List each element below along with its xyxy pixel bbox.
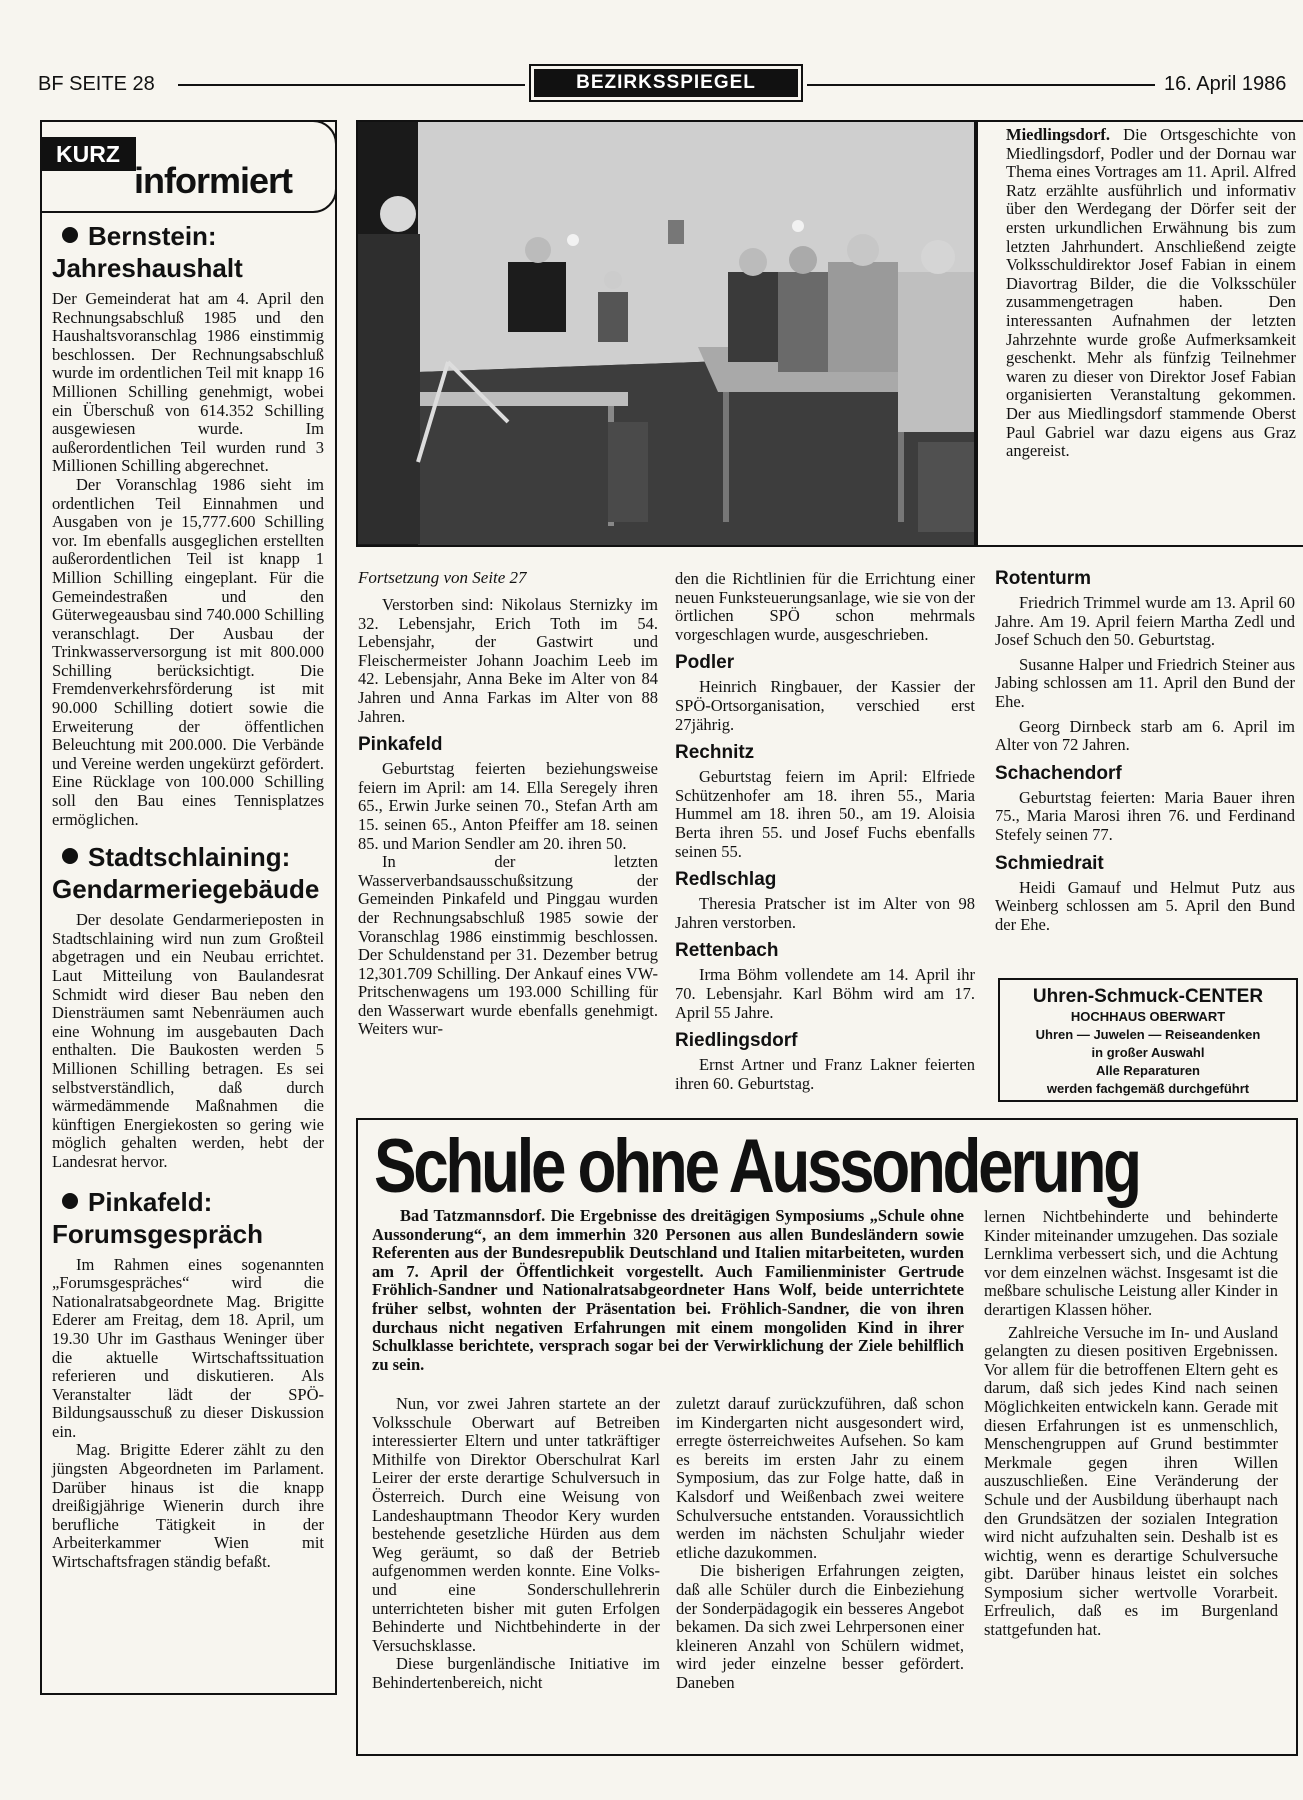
news-heading-rotenturm: Rotenturm	[995, 568, 1092, 589]
news-heading-pinkafeld: Pinkafeld	[358, 734, 443, 756]
item-title	[52, 1186, 324, 1250]
news-column-1	[358, 568, 658, 1039]
kurz-column	[52, 220, 324, 1572]
item-title	[52, 220, 324, 284]
ad-line: Uhren — Juwelen — Reiseandenken	[1035, 1027, 1261, 1042]
article-lead	[372, 1207, 964, 1374]
news-paragraph: Friedrich Trimmel wurde am 13. April 60 Jahre. Am 19. April feiern Martha Zedl und Josef Schuch den 50. Geburtstag.	[995, 593, 1295, 650]
item-title-text: Bernstein: Jahreshaushalt	[52, 221, 243, 283]
kurz-logo-badge: KURZ	[40, 137, 136, 171]
kurz-logo-text: informiert	[134, 160, 293, 201]
article-headline: Schule ohne Aussonderung	[374, 1124, 1139, 1209]
news-paragraph: Susanne Halper und Friedrich Steiner aus Jabing schlossen am 11. April den Bund der Ehe.	[995, 654, 1295, 711]
bullet-icon	[62, 227, 78, 243]
news-paragraph: Irma Böhm vollendete am 14. April ihr 70. Lebensjahr. Karl Böhm wird am 17. April 55 Jahre.	[675, 965, 975, 1022]
news-heading-schmiedrait: Schmiedrait	[995, 852, 1104, 874]
continuation-note: Fortsetzung von Seite 27	[358, 568, 527, 587]
ad-title: Uhren-Schmuck-CENTER	[1032, 986, 1264, 1007]
news-column-2	[675, 570, 975, 1093]
news-heading-redlschlag: Redlschlag	[675, 869, 777, 891]
photo-frame	[356, 120, 976, 547]
article-column-2	[676, 1395, 964, 1693]
caption-text: Die Ortsgeschichte von Miedlingsdorf, Podler und der Dornau war Thema eines Vortrages am 11. April. Alfred Ratz erzählte ausführlich und informativ über den Werdegang der Dörfer seit der ersten urkundlichen Erwähnung bis zum letzten Jahrhundert. Anschließend zeigte Volksschuldirektor Josef Fabian in einem Diavortrag Bilder, die die Volksschüler zusammengetragen haben. Den interessanten Aufnahmen der letzten Jahrzehnte wurde große Aufmerksamkeit geschenkt. Mehr als fünfzig Teilnehmer waren zu dieser von Direktor Josef Fabian organisierten Veranstaltung gekommen. Der aus Miedlingsdorf stammende Oberst Paul Gabriel war dazu eigens aus Graz angereist.	[1006, 125, 1296, 461]
photo-caption-box	[976, 120, 1303, 547]
bullet-icon	[62, 848, 78, 864]
article-column-1	[372, 1395, 660, 1693]
article-paragraph: zuletzt darauf zurückzuführen, daß schon im Kindergarten nicht ausgesondert wird, erregte österreichweites Aufsehen. So kam es bereits im ersten Jahr zu einem Symposium, das zur Folge hatte, daß in Kalsdorf und Weißenbach zwei weitere Schulversuche entstanden. Voraussichtlich werden im nächsten Schuljahr wieder etliche dazukommen.	[676, 1394, 964, 1562]
news-paragraph: Heinrich Ringbauer, der Kassier der SPÖ-Ortsorganisation, verschied erst 27jährig.	[675, 677, 975, 734]
news-heading-podler: Podler	[675, 652, 735, 674]
news-heading-schachendorf: Schachendorf	[995, 762, 1122, 784]
item-title	[52, 841, 324, 905]
item-paragraph: Der desolate Gendarmerieposten in Stadtschlaining wird nun zum Großteil abgetragen und ein Neubau errichtet. Laut Mitteilung von Baulandesrat Schmidt wird dieser Bau neben den Diensträumen samt Nebenräumen auch eine Wohnung im ausgebauten Dach enthalten. Die Baukosten werden 5 Millionen Schilling betragen. Es sei selbstverständlich, daß durch wärmedämmende Maßnahmen die künftigen Energiekosten so gering wie möglich gehalten werden, hebt der Landesrat hervor.	[52, 910, 324, 1171]
news-paragraph: Ernst Artner und Franz Lakner feierten ihren 60. Geburtstag.	[675, 1055, 975, 1093]
header-rule-right	[807, 84, 1155, 86]
news-column-3	[995, 568, 1295, 934]
news-paragraph: Verstorben sind: Nikolaus Sternizky im 32. Lebensjahr, Erich Toth im 54. Lebensjahr, der Gastwirt und Fleischermeister Johann Joachim Leeb im 42. Lebensjahr, Anna Beke im Alter von 84 Jahren und Anna Farkas im Alter von 88 Jahren.	[358, 595, 658, 726]
news-paragraph: Geburtstag feiern im April: Elfriede Schützenhofer am 18. ihren 55., Maria Hummel am 18. ihren 50., am 19. Aloisia Berta ihren 55. und Josef Fuchs ebenfalls seinen 55.	[675, 767, 975, 861]
item-paragraph: Mag. Brigitte Ederer zählt zu den jüngsten Abgeordneten im Parlament. Darüber hinaus ist die knapp dreißigjährige Wienerin durch ihre berufliche Tätigkeit in der Arbeiterkammer Wien mit Wirtschaftsfragen ständig befaßt.	[52, 1440, 324, 1572]
news-paragraph: Georg Dirnbeck starb am 6. April im Alter von 72 Jahren.	[995, 716, 1295, 755]
news-paragraph: Theresia Pratscher ist im Alter von 98 Jahren verstorben.	[675, 894, 975, 932]
kurz-item-bernstein	[52, 220, 324, 829]
section-title: BEZIRKSSPIEGEL	[534, 69, 798, 97]
photo-meeting-image	[358, 122, 974, 545]
news-paragraph: den die Richtlinien für die Errichtung einer neuen Funksteuerungsanlage, wie sie von der örtlichen SPÖ schon mehrmals vorgeschlagen wurde, ausgeschrieben.	[675, 569, 975, 644]
kurz-item-stadtschlaining	[52, 841, 324, 1171]
article-paragraph: lernen Nichtbehinderte und behinderte Kinder miteinander umzugehen. Das soziale Lernklima verbessert sich, und die Achtung vor dem einzelnen wächst. Insgesamt ist die meßbare schulische Leistung aller Kinder in derartigen Klassen höher.	[984, 1207, 1278, 1319]
article-paragraph: Nun, vor zwei Jahren startete an der Volksschule Oberwart auf Betreiben interessierter Eltern und unter tatkräftiger Mithilfe von Direktor Oberschulrat Karl Leirer der erste derartige Schulversuch in Österreich. Durch eine Weisung von Landeshauptmann Theodor Kery wurden bestehende gesetzliche Hürden aus dem Weg geräumt, so daß der Betrieb aufgenommen werden konnte. Eine Volks- und eine Sonderschullehrerin unterrichteten bisher mit guten Erfolgen Behinderte und Nichtbehinderte in der Versuchsklasse.	[372, 1394, 660, 1655]
article-paragraph: Diese burgenländische Initiative im Behindertenbereich, nicht	[372, 1654, 660, 1692]
header-rule-left	[178, 84, 525, 86]
item-paragraph: Der Gemeinderat hat am 4. April den Rechnungsabschluß 1985 und den Haushaltsvoranschlag 1986 einstimmig beschlossen. Der Rechnungsabschluß wurde im ordentlichen Teil mit knapp 16 Millionen Schilling genehmigt, wobei ein Überschuß von 614.352 Schilling ausgewiesen wurde. Im außerordentlichen Teil wurden rund 3 Millionen Schilling abgerechnet.	[52, 289, 324, 476]
news-paragraph: In der letzten Wasserverbandsausschußsitzung der Gemeinden Pinkafeld und Pinggau wurden der Rechnungsabschluß 1985 sowie der Voranschlag 1986 einstimmig beschlossen. Der Schuldenstand per 31. Dezember betrug 12,301.709 Schilling. Der Ankauf eines VW-Pritschenwagens um 193.000 Schilling für den Wasserwart wurde ebenfalls genehmigt. Weiters wur-	[358, 852, 658, 1039]
advertisement-box	[998, 978, 1298, 1102]
kurz-item-pinkafeld	[52, 1186, 324, 1572]
news-paragraph: Geburtstag feierten beziehungsweise feiern im April: am 14. Ella Seregely ihren 65., Erwin Jurke seinen 70., Stefan Arth am 15. seinen 65., Anton Pfeiffer am 18. seinen 85. und Marion Sendler am 20. ihren 50.	[358, 759, 658, 853]
bullet-icon	[62, 1193, 78, 1209]
section-banner	[529, 64, 803, 102]
item-title-text: Stadtschlaining: Gendarmeriegebäude	[52, 842, 320, 905]
caption-place: Miedlingsdorf.	[1006, 125, 1111, 144]
ad-line: in großer Auswahl	[1091, 1045, 1205, 1060]
article-paragraph: Zahlreiche Versuche im In- und Ausland gelangten zu diesen positiven Ergebnissen. Vor allem für die betroffenen Eltern geht es darum, daß sich jedes Kind nach seinen Möglichkeiten entwickeln kann. Gerade mit diesen Erfahrungen ist es unmenschlich, Menschengruppen auf Grund bestimmter Merkmale gegen ihren Willen auszuschließen. Eine Veränderung der Schule und der Ausbildung überhaupt nach den Grundsätzen der sozialen Integration wird nicht aufzuhalten sein. Deshalb ist es wichtig, wenn es derartige Schulversuche gibt. Darüber hinaus leistet ein solches Symposium sicher wertvolle Vorarbeit. Erfreulich, daß es im Burgenland stattgefunden hat.	[984, 1322, 1278, 1640]
item-title-text: Pinkafeld: Forumsgespräch	[52, 1186, 263, 1249]
news-heading-rechnitz: Rechnitz	[675, 742, 755, 764]
item-paragraph: Der Voranschlag 1986 sieht im ordentlichen Teil Einnahmen und Ausgaben von je 15,777.600 Schilling vor. Im ebenfalls ausgeglichen erstellten außerordentlichen Teil ist knapp 1 Million Schilling eingeplant. Für die Gemeindestraßen und den Güterwegeausbau sind 740.000 Schilling veranschlagt. Der Ausbau der Trinkwasserversorgung ist mit 800.000 Schilling berücksichtigt. Die Fremdenverkehrsförderung ist mit 90.000 Schilling dotiert sowie die Erweiterung der öffentlichen Beleuchtung mit 200.000. Die Verbände und Vereine werden ungekürzt gefördert. Eine Rücklage von 100.000 Schilling soll den Bau eines Tennisplatzes ermöglichen.	[52, 474, 324, 829]
article-paragraph: Die bisherigen Erfahrungen zeigten, daß alle Schüler durch die Einbeziehung der Sonderpädagogik ein besseres Angebot bekamen. Da sich zwei Lehrpersonen einer kleineren Anzahl von Schülern widmet, wird jeder einzelne besser gefördert. Daneben	[676, 1561, 964, 1692]
ad-line: werden fachgemäß durchgeführt	[1046, 1081, 1250, 1096]
page-date: 16. April 1986	[1164, 73, 1287, 95]
page-label: BF SEITE 28	[38, 73, 155, 95]
news-paragraph: Heidi Gamauf und Helmut Putz aus Weinberg schlossen am 5. April den Bund der Ehe.	[995, 877, 1295, 934]
news-heading-rettenbach: Rettenbach	[675, 940, 779, 962]
news-heading-riedlingsdorf: Riedlingsdorf	[675, 1030, 798, 1052]
item-paragraph: Im Rahmen eines sogenannten „Forumsgespräches“ wird die Nationalratsabgeordnete Mag. Brigitte Ederer am Freitag, dem 18. April, um 19.30 Uhr im Gasthaus Weninger über die aktuelle Wirtschaftssituation referieren und diskutieren. Als Veranstalter lädt der SPÖ-Bildungsausschuß zu dieser Diskussion ein.	[52, 1254, 324, 1441]
article-column-3	[984, 1208, 1278, 1640]
ad-line: Alle Reparaturen	[1095, 1063, 1201, 1078]
news-paragraph: Geburtstag feierten: Maria Bauer ihren 75., Maria Marosi ihren 76. und Ferdinand Stefely seinen 77.	[995, 787, 1295, 844]
ad-subtitle: HOCHHAUS OBERWART	[1070, 1009, 1226, 1024]
article-lead-text: Bad Tatzmannsdorf. Die Ergebnisse des dreitägigen Symposiums „Schule ohne Aussonderung“, an dem immerhin 320 Personen aus allen Bundesländern sowie Referenten aus der Bundesrepublik Deutschland und Italien mitarbeiteten, wurden am 7. April der Öffentlichkeit vorgestellt. Auch Familienminister Gertrude Fröhlich-Sandner und Nationalratsabgeordneter Hans Wolf, beide unterrichtete früher selbst, wohnten der Präsentation bei. Fröhlich-Sandner, die von ihren durchaus nicht negativen Erfahrungen mit einem mongoliden Kind in ihrer Schulklasse berichtete, versprach sogar bei der Verwirklichung der Ziele behilflich zu sein.	[372, 1206, 964, 1374]
